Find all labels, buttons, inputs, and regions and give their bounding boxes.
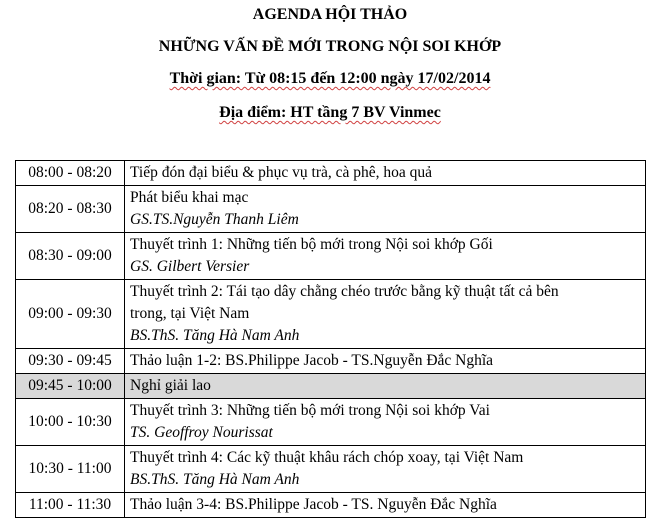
time-cell: 09:00 - 09:30 xyxy=(16,280,125,349)
time-cell: 08:30 - 09:00 xyxy=(16,233,125,280)
description-cell xyxy=(125,161,646,186)
description-cell xyxy=(125,349,646,374)
table-row xyxy=(16,349,646,374)
time-cell: 11:00 - 11:30 xyxy=(16,493,125,518)
description-cell xyxy=(125,399,646,446)
session-title: Thuyết trình 3: Những tiến bộ mới trong Nội soi khớp Vai xyxy=(130,402,490,419)
speaker-name: GS. Gilbert Versier xyxy=(130,258,250,275)
event-time xyxy=(0,70,660,88)
description-cell xyxy=(125,374,646,399)
speaker-name: GS.TS.Nguyễn Thanh Liêm xyxy=(130,211,299,228)
session-title: Phát biểu khai mạc xyxy=(130,189,249,206)
speaker-name: BS.ThS. Tăng Hà Nam Anh xyxy=(130,471,300,488)
session-title: Nghỉ giải lao xyxy=(130,377,211,394)
description-cell xyxy=(125,233,646,280)
event-location-text: Địa điểm: HT tầng 7 BV Vinmec xyxy=(219,104,441,121)
description-cell xyxy=(125,280,646,349)
time-cell: 10:00 - 10:30 xyxy=(16,399,125,446)
table-row xyxy=(16,280,646,349)
session-title: Thuyết trình 2: Tái tạo dây chằng chéo trước bằng kỹ thuật tất cả bên xyxy=(130,283,559,300)
time-cell: 09:45 - 10:00 xyxy=(16,374,125,399)
time-cell: 08:20 - 08:30 xyxy=(16,186,125,233)
session-title: Thuyết trình 1: Những tiến bộ mới trong Nội soi khớp Gối xyxy=(130,236,493,253)
table-row xyxy=(16,186,646,233)
table-row xyxy=(16,399,646,446)
session-title: trong, tại Việt Nam xyxy=(130,305,250,322)
event-location xyxy=(0,104,660,122)
description-cell xyxy=(125,493,646,518)
description-cell xyxy=(125,446,646,493)
table-row xyxy=(16,161,646,186)
time-cell: 09:30 - 09:45 xyxy=(16,349,125,374)
event-time-text: Thời gian: Từ 08:15 đến 12:00 ngày 17/02/2014 xyxy=(169,70,491,87)
description-cell xyxy=(125,186,646,233)
time-cell: 10:30 - 11:00 xyxy=(16,446,125,493)
table-row xyxy=(16,374,646,399)
speaker-name: BS.ThS. Tăng Hà Nam Anh xyxy=(130,327,300,344)
table-row xyxy=(16,446,646,493)
session-title: Thuyết trình 4: Các kỹ thuật khâu rách chóp xoay, tại Việt Nam xyxy=(130,449,524,466)
event-subtitle: NHỮNG VẤN ĐỀ MỚI TRONG NỘI SOI KHỚP xyxy=(158,38,502,55)
session-title: Thảo luận 3-4: BS.Philippe Jacob - TS. Nguyễn Đắc Nghĩa xyxy=(130,496,497,513)
table-row xyxy=(16,233,646,280)
session-title: Tiếp đón đại biểu & phục vụ trà, cà phê, hoa quả xyxy=(130,164,433,181)
session-title: Thảo luận 1-2: BS.Philippe Jacob - TS.Nguyễn Đắc Nghĩa xyxy=(130,352,494,369)
table-row xyxy=(16,493,646,518)
speaker-name: TS. Geoffroy Nourissat xyxy=(130,424,273,441)
time-cell: 08:00 - 08:20 xyxy=(16,161,125,186)
agenda-table xyxy=(15,160,646,518)
agenda-title: AGENDA HỘI THẢO xyxy=(252,6,408,23)
